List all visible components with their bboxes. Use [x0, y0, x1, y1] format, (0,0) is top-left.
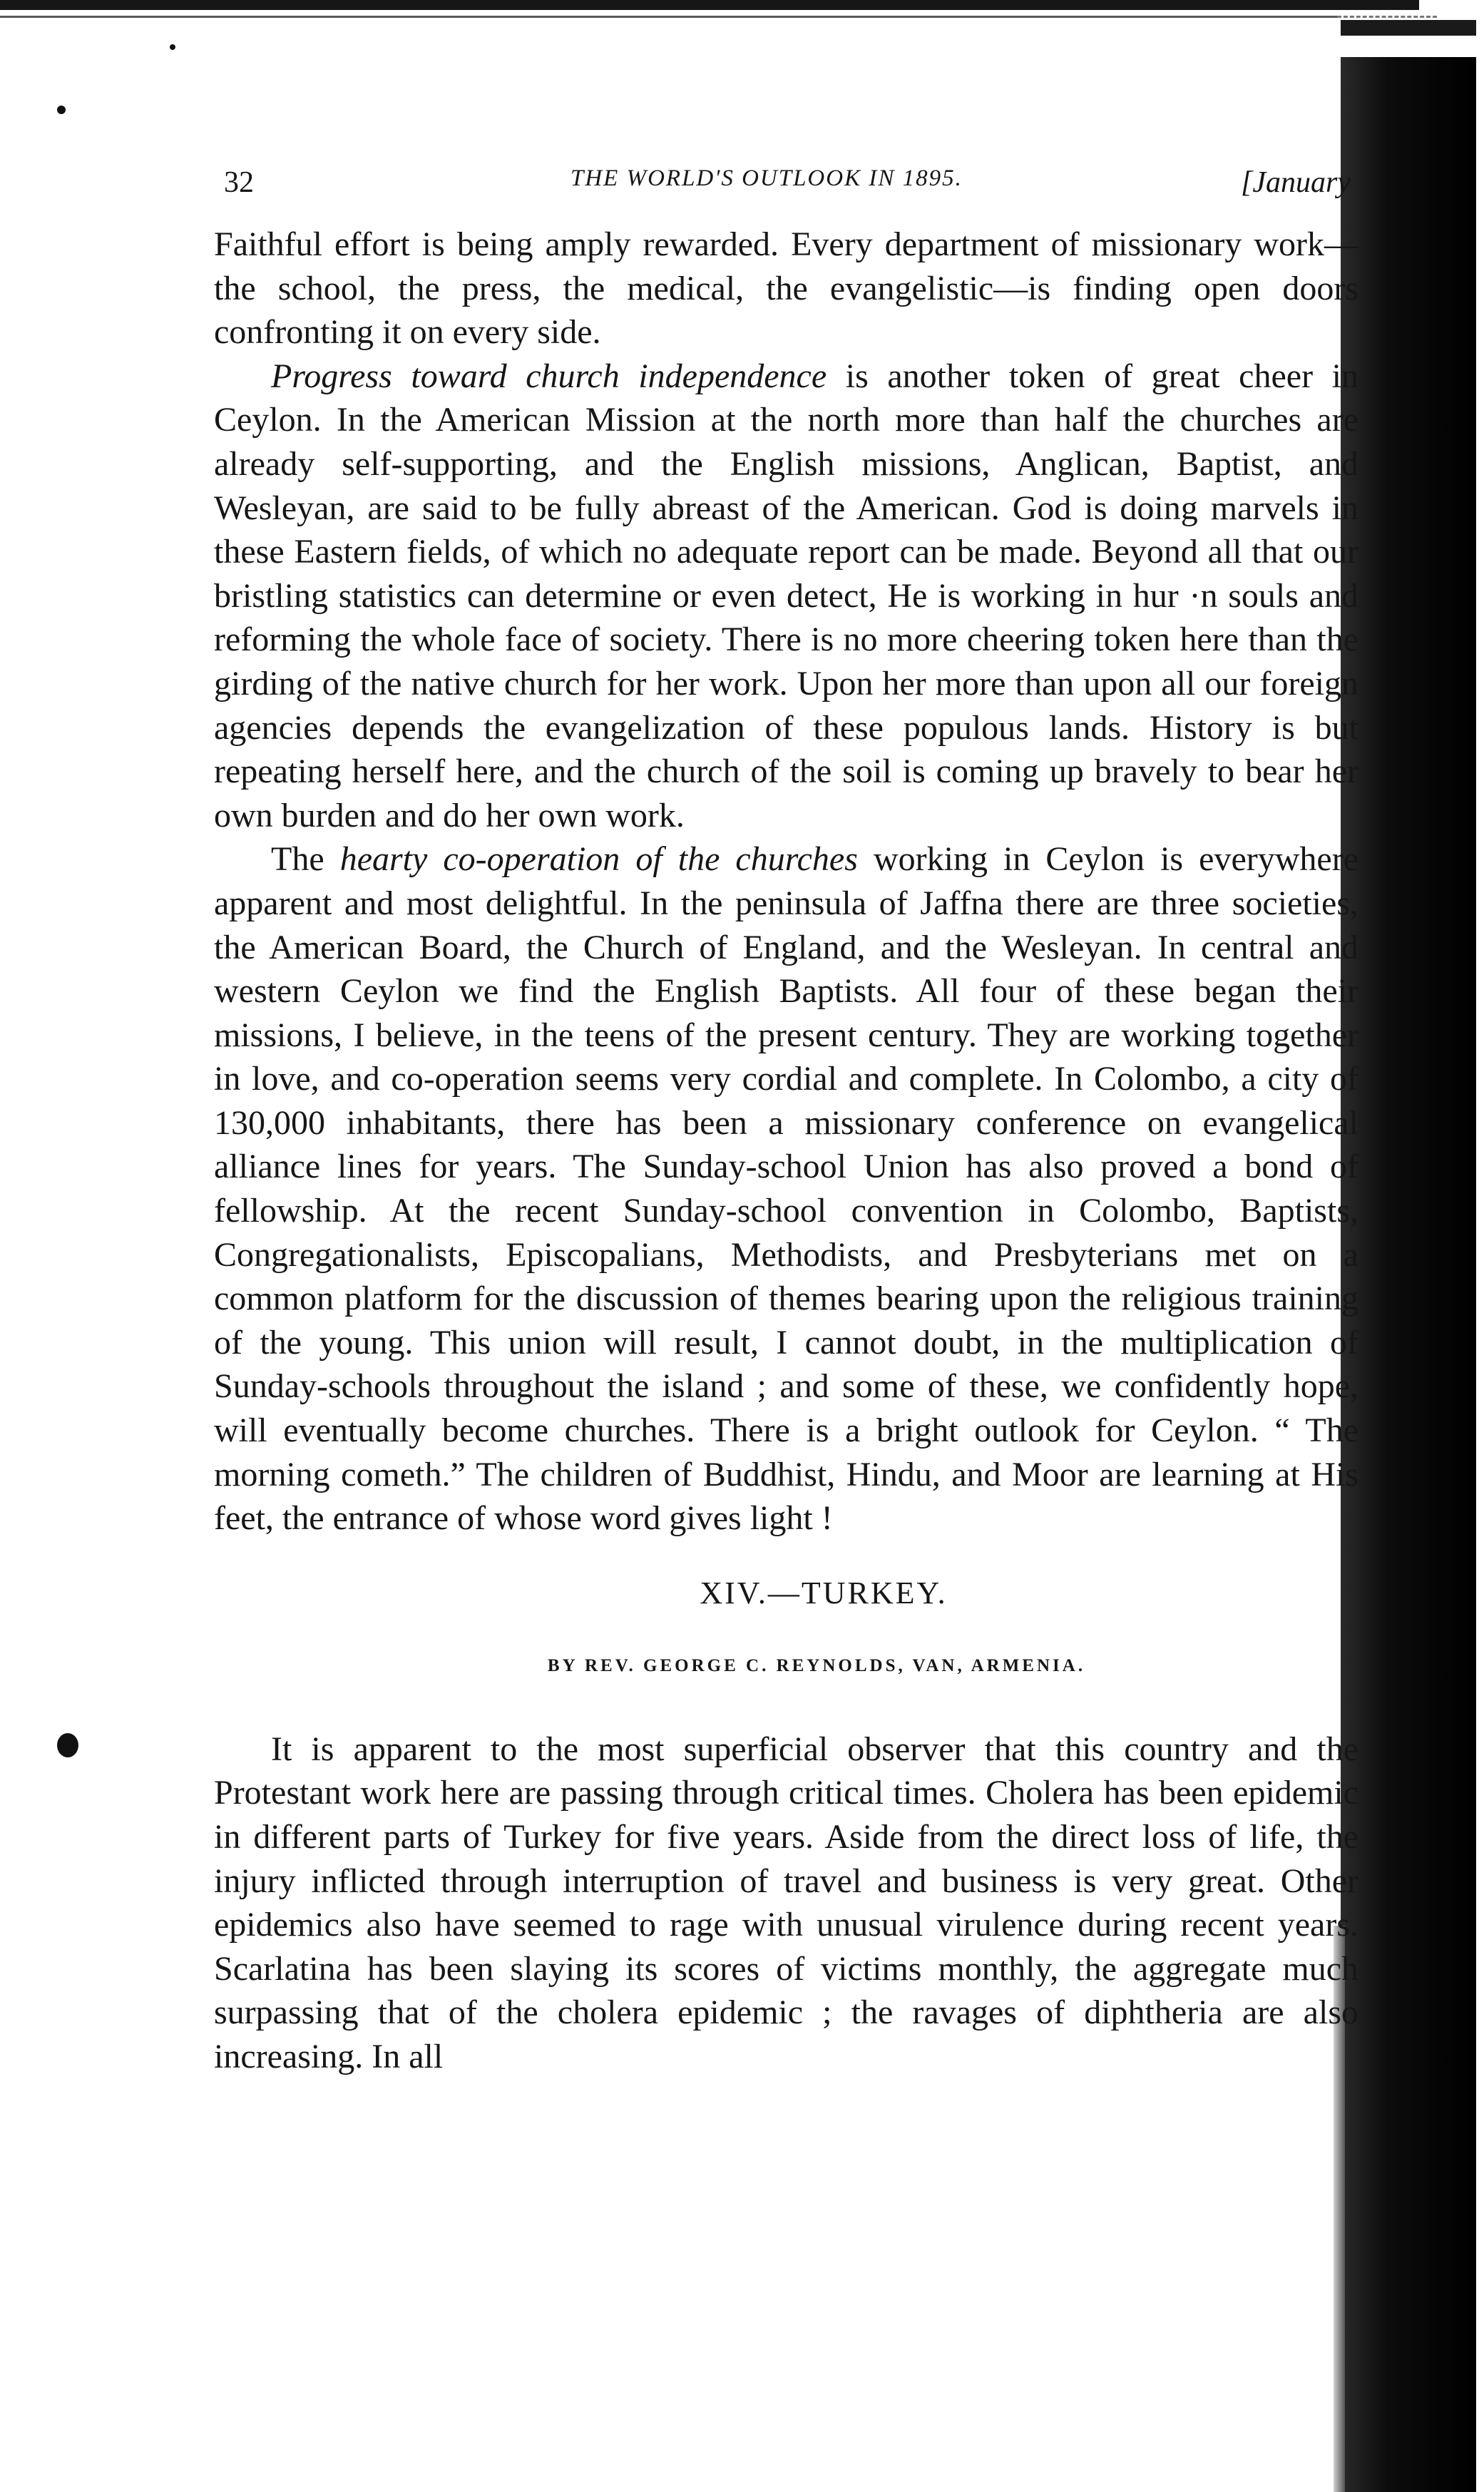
- paragraph-text: is another token of great cheer in Ceylon. In the American Mission at the north more than half the churches are already self-supporting, and the English missions, Anglican, Baptist, and Wesleyan, are said to be fully abreast of the American. God is doing marvels in these Eastern fields, of which no adequate report can be made. Beyond all that our bristling statistics can determine or even detect, He is working in hur ·n souls and reforming the whole face of society. There is no more cheering token here than the girding of the native church for her work. Upon her more than upon all our foreign agencies depends the evangelization of these populous lands. History is but repeating herself here, and the church of the soil is coming up bravely to bear her own burden and do her own work.: [214, 357, 1358, 834]
- paragraph-lead-prefix: The: [271, 840, 340, 879]
- page-content: [214, 143, 1369, 2079]
- paragraph: [214, 354, 1358, 838]
- paragraph-text: It is apparent to the most superficial observer that this country and the Protestant work here are passing through critical times. Cholera has been epidemic in different parts of Turkey for five years. Aside from the direct loss of life, the injury inflicted through interruption of travel and business is very great. Other epidemics also have seemed to rage with unusual virulence during recent years. Scarlatina has been slaying its scores of victims monthly, the aggregate much surpassing that of the cholera epidemic ; the ravages of diphtheria are also increasing. In all: [214, 1730, 1358, 2075]
- margin-ink-dot: [57, 1733, 78, 1757]
- header-month: [January: [1241, 166, 1351, 199]
- scan-top-line: [0, 16, 1341, 18]
- paragraph-lead-italic: Progress toward church independence: [271, 357, 827, 395]
- paragraph: [214, 223, 1358, 354]
- running-header: [214, 143, 1369, 207]
- section-byline: BY REV. GEORGE C. REYNOLDS, VAN, ARMENIA.: [547, 1655, 1086, 1675]
- paragraph-lead-italic: hearty co-operation of the churches: [339, 840, 858, 879]
- paragraph-text: working in Ceylon is everywhere apparent and most delightful. In the peninsula of Jaffna there are three societies, the American Board, the Church of England, and the Wesleyan. In central and western Ceylon we find the English Baptists. All four of these began their missions, I believe, in the teens of the present century. They are working together in love, and co-operation seems very cordial and complete. In Colombo, a city of 130,000 inhabitants, there has been a missionary conference on evangelical alliance lines for years. The Sunday-school Union has also proved a bond of fellowship. At the recent Sunday-school convention in Colombo, Baptists, Congregationalists, Episcopalians, Methodists, and Presbyterians met on a common platform for the discussion of themes bearing upon the religious training of the young. This union will result, I cannot doubt, in the multiplication of Sunday-schools throughout the island ; and some of these, we confidently hope, will eventually become churches. There is a bright outlook for Ceylon. “ The morning cometh.” The children of Buddhist, Hindu, and Moor are learning at His feet, the entrance of whose word gives light !: [214, 840, 1359, 1538]
- paragraph-text: Faithful effort is being amply rewarded. Every department of missionary work—the school, the press, the medical, the evangelistic—is finding open doors confronting it on every side.: [214, 225, 1358, 352]
- paragraph: [214, 1727, 1358, 2079]
- ink-speck: [170, 44, 175, 50]
- paragraph: [214, 837, 1358, 1541]
- section-title: XIV.—TURKEY.: [700, 1575, 948, 1610]
- ink-speck: [57, 106, 66, 114]
- scan-dashed-line: [1337, 16, 1437, 18]
- scan-top-border: [0, 0, 1419, 10]
- page-number: 32: [224, 166, 254, 199]
- running-title: THE WORLD'S OUTLOOK IN 1895.: [570, 165, 963, 191]
